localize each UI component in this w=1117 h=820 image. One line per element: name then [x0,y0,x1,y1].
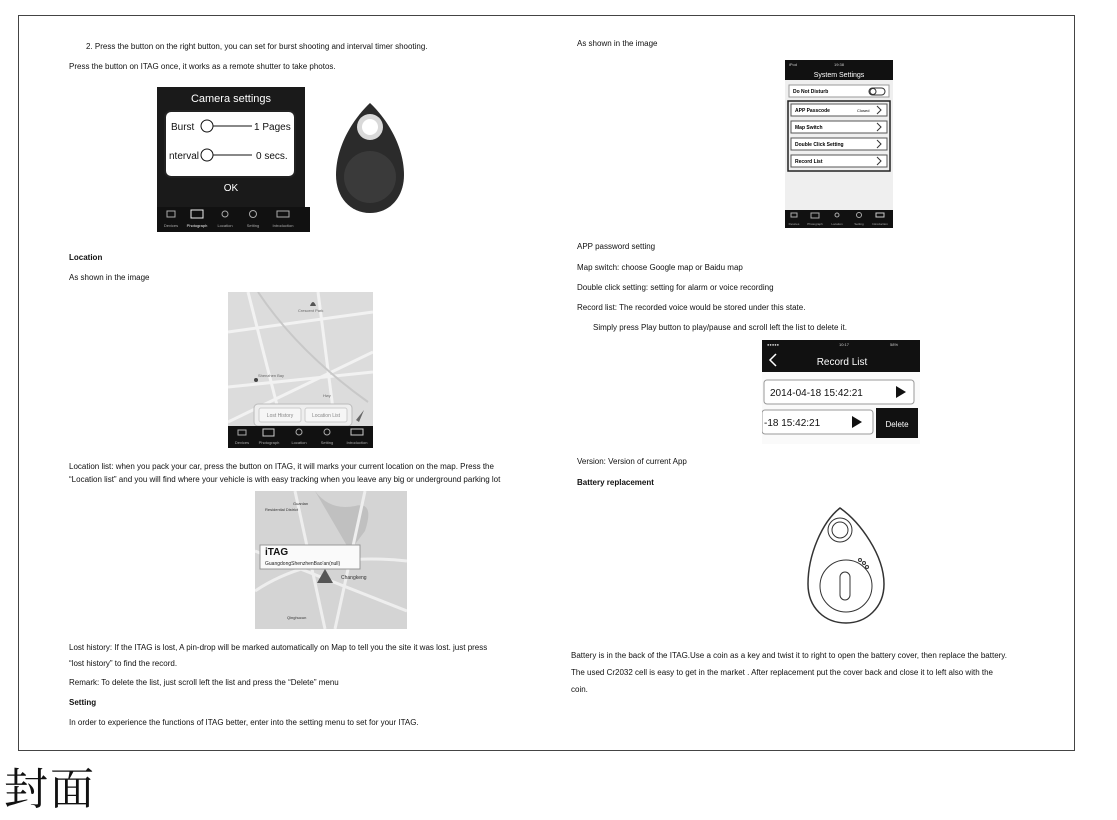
map-road: Hwy [323,393,331,398]
camera-settings-screenshot [157,87,310,232]
as-shown-text-right: As shown in the image [577,39,658,48]
tab-location[interactable]: Location [217,223,233,228]
tab-photograph[interactable]: Photograph [186,223,208,228]
coin-slot [840,572,850,600]
map-poi-2: Shenzhen Bay [258,373,285,378]
double-click-text: Double click setting: setting for alarm or voice recording [577,283,774,292]
map1-tab-photograph[interactable]: Photograph [258,440,280,445]
cover-footer-title: 封面 [4,764,96,815]
setting-heading: Setting [69,698,97,707]
map-poi-1: Crescent Park [298,308,324,313]
map-switch-text: Map switch: choose Google map or Baidu map [577,263,743,272]
location-list-text-1: Location list: when you pack your car, press the button on ITAG, it will marks your current location on the map. Press the [69,462,494,471]
status-carrier: iPod [789,62,798,67]
map-switch-label: Map Switch [795,125,823,131]
itag-map-screenshot [255,491,407,629]
tab-setting[interactable]: Setting [246,223,260,228]
location-map-screenshot [228,292,373,448]
lost-history-label: Lost History [266,413,294,419]
play-text: Simply press Play button to play/pause and scroll left the list to delete it. [593,323,847,332]
itag-device-photo [330,95,410,220]
lost-history-text-2: “lost history” to find the record. [69,659,178,668]
map1-tab-introduction[interactable]: Introduction [346,440,368,445]
map2-district-2: Residential District [265,507,299,512]
svg-text:●●●●●: ●●●●● [767,342,780,347]
battery-text-1: Battery is in the back of the ITAG.Use a coin as a key and twist it to right to open the battery cover, then replace the battery. [571,651,1007,660]
record-list-title: Record List [816,357,868,368]
burst-label: Burst [171,122,195,133]
location-heading: Location [69,253,103,262]
record-status-battery: 58% [890,342,899,347]
tab-devices[interactable]: Devices [163,223,179,228]
delete-label: Delete [885,420,909,429]
ss-tab-devices[interactable]: Devices [788,222,800,226]
map2-place-2: Qinghucun [287,615,307,620]
record-list-screenshot [762,340,920,444]
interval-value: 0 secs. [256,151,288,162]
record-row-1-label: 2014-04-18 15:42:21 [770,388,863,399]
record-status-time: 10:17 [838,342,850,347]
ss-tab-setting[interactable]: Setting [854,222,864,226]
step-2-text: 2. Press the button on the right button, you can set for burst shooting and interval timer shooting. [86,42,428,51]
location-list-text-2: “Location list” and you will find where your vehicle is with easy tracking when you leave any big or underground parking lot [69,475,501,484]
ok-button[interactable]: OK [223,183,239,194]
record-list-label: Record List [795,159,823,165]
map1-tab-devices[interactable]: Devices [234,440,250,445]
battery-text-2: The used Cr2032 cell is easy to get in the market . After replacement put the cover back and close it to left also with the [571,668,993,677]
map2-place-1: Changkeng [341,575,367,581]
record-list-text: Record list: The recorded voice would be stored under this state. [577,303,806,312]
interval-label: nterval [169,151,200,162]
map1-tab-location[interactable]: Location [291,440,307,445]
current-location-marker [254,378,258,382]
status-time: 19:38 [833,62,845,67]
double-click-label: Double Click Setting [795,142,844,148]
ss-tab-location[interactable]: Location [831,222,843,226]
dnd-label: Do Not Disturb [793,89,829,95]
burst-slider-handle[interactable] [201,120,213,132]
battery-text-3: coin. [571,685,588,694]
version-text: Version: Version of current App [577,457,687,466]
battery-heading: Battery replacement [577,478,654,487]
remark-text: Remark: To delete the list, just scroll left the list and press the “Delete” menu [69,678,339,687]
interval-slider-handle[interactable] [201,149,213,161]
itag-callout-address: GuangdongShenzhenBao'an(null) [265,561,341,567]
app-passcode-label: APP Passcode [795,108,830,114]
ss-tab-photograph[interactable]: Photograph [807,222,823,226]
burst-value: 1 Pages [254,122,291,133]
app-passcode-status: Closed [857,108,870,113]
tab-introduction[interactable]: Introduction [272,223,294,228]
system-settings-title: System Settings [813,72,865,79]
battery-back-illustration [800,500,895,630]
as-shown-text-left: As shown in the image [69,273,150,282]
record-row-2-label: -18 15:42:21 [764,418,821,429]
camera-settings-title: Camera settings [190,93,272,105]
app-password-text: APP password setting [577,242,656,251]
press-once-text: Press the button on ITAG once, it works as a remote shutter to take photos. [69,62,336,71]
itag-callout-title: iTAG [265,547,289,558]
ss-tab-introduction[interactable]: Introduction [872,222,888,226]
lost-history-text-1: Lost history: If the ITAG is lost, A pin-drop will be marked automatically on Map to tell you the site it was lost. just press [69,643,488,652]
setting-text: In order to experience the functions of ITAG better, enter into the setting menu to set for your ITAG. [69,718,419,727]
location-list-label: Location List [311,413,341,419]
map2-district: Guanlan [293,501,309,506]
system-settings-screenshot [785,60,895,228]
map1-tab-setting[interactable]: Setting [320,440,334,445]
